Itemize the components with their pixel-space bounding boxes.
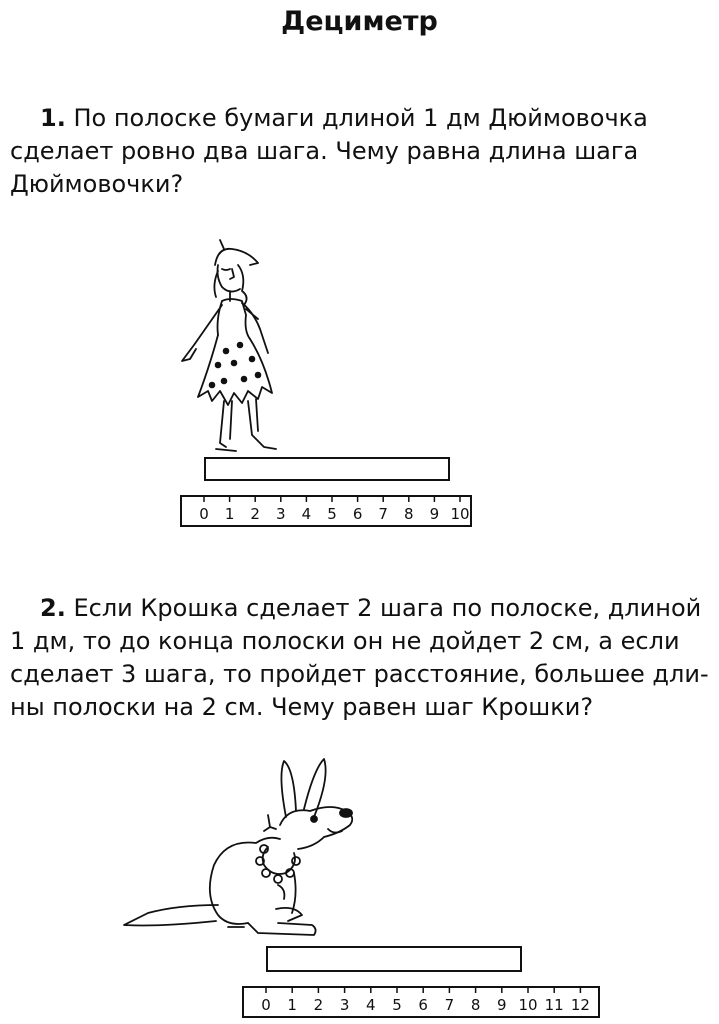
problem-1-text <box>10 102 710 201</box>
ruler-2 <box>242 986 600 1018</box>
problem-2-line-2: 1 дм, то до конца полоски он не дойдет 2 см, а если <box>10 627 680 655</box>
paper-strip-2 <box>266 946 522 972</box>
ruler-2-label: 10 <box>518 996 538 1014</box>
ruler-1 <box>180 495 472 527</box>
paper-strip-1 <box>204 457 450 481</box>
problem-2-line-4: ны полоски на 2 см. Чему равен шаг Крошки? <box>10 693 594 721</box>
problem-1-line-3: Дюймовочки? <box>10 170 184 198</box>
problem-2-line-1: Если Крошка сделает 2 шага по полоске, длиной <box>73 594 702 622</box>
problem-1-line-2: сделает ровно два шага. Чему равна длина шага <box>10 137 639 165</box>
ruler-2-label: 4 <box>366 996 376 1014</box>
ruler-1-label: 10 <box>450 505 470 523</box>
ruler-1-label: 1 <box>224 505 235 523</box>
problem-1-line-1: По полоске бумаги длиной 1 дм Дюймовочка <box>73 104 648 132</box>
ruler-2-label: 9 <box>497 996 507 1014</box>
ruler-1-label: 3 <box>276 505 286 523</box>
kangaroo-icon <box>118 755 368 945</box>
ruler-2-label: 12 <box>570 996 590 1014</box>
ruler-1-label: 5 <box>327 505 337 523</box>
ruler-1-label: 4 <box>301 505 312 523</box>
ruler-2-label: 5 <box>392 996 402 1014</box>
page-title: Дециметр <box>281 6 438 37</box>
ruler-1-label: 0 <box>199 505 209 523</box>
problem-2-line-3: сделает 3 шага, то пройдет расстояние, большее дли- <box>10 660 709 688</box>
ruler-2-label: 8 <box>470 996 481 1014</box>
ruler-2-label: 3 <box>339 996 350 1014</box>
ruler-2-label: 1 <box>287 996 297 1014</box>
thumbelina-girl-icon <box>160 235 300 460</box>
problem-1-number: 1. <box>40 104 66 132</box>
ruler-2-label: 7 <box>444 996 455 1014</box>
ruler-1-label: 7 <box>378 505 388 523</box>
problem-2-text <box>10 592 710 724</box>
ruler-1-label: 8 <box>404 505 414 523</box>
ruler-2-label: 2 <box>313 996 324 1014</box>
ruler-2-label: 0 <box>261 996 271 1014</box>
ruler-1-label: 2 <box>250 505 260 523</box>
ruler-1-label: 6 <box>352 505 363 523</box>
ruler-1-label: 9 <box>429 505 440 523</box>
ruler-2-label: 6 <box>418 996 428 1014</box>
problem-2-number: 2. <box>40 594 66 622</box>
ruler-2-label: 11 <box>544 996 564 1014</box>
